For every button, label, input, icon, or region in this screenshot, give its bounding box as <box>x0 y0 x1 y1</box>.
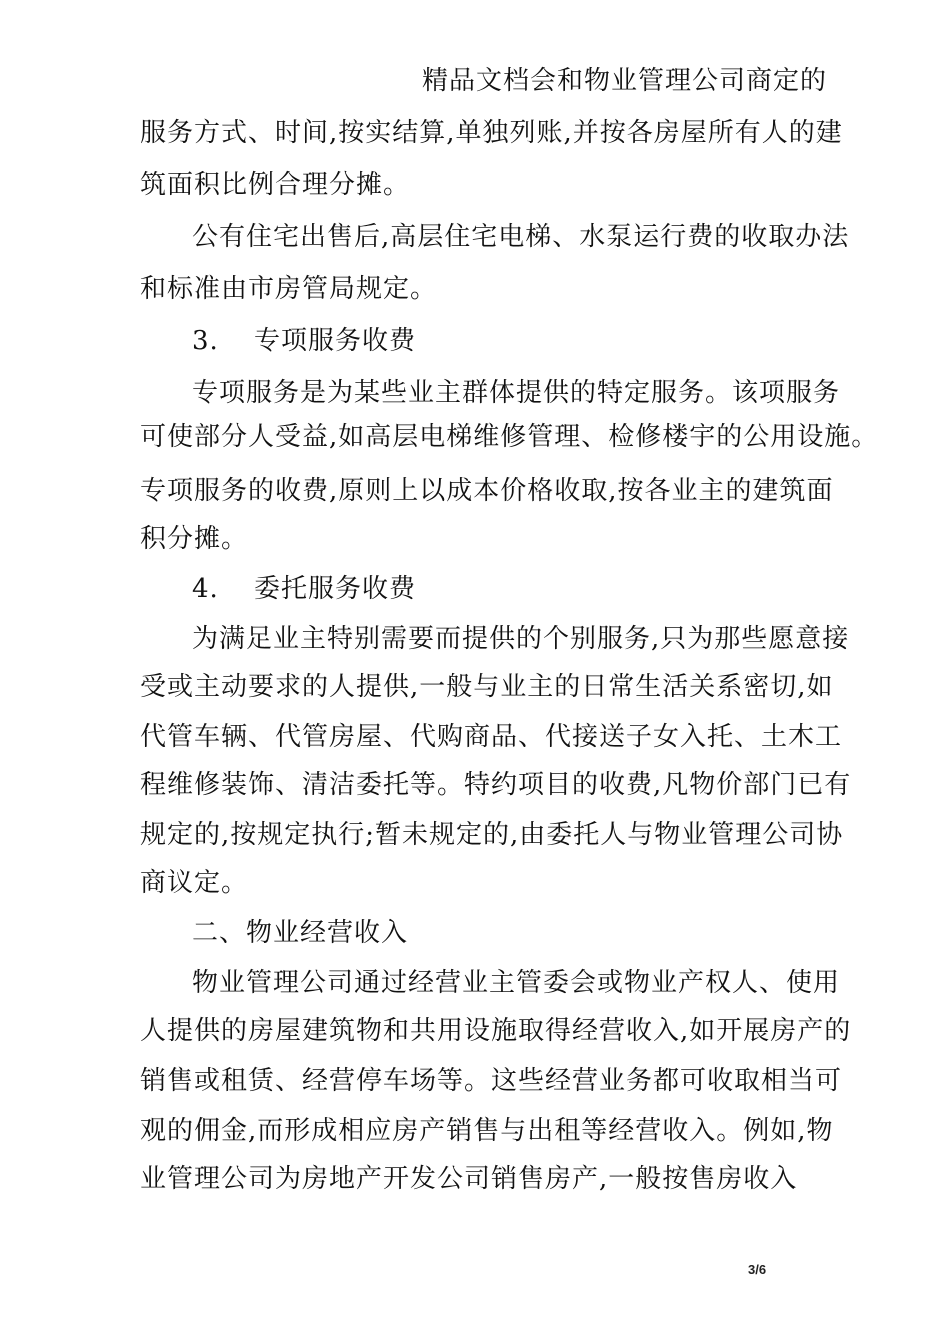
text-line: 人提供的房屋建筑物和共用设施取得经营收入,如开展房产的 <box>140 1016 852 1046</box>
text-line: 筑面积比例合理分摊。 <box>140 170 411 200</box>
text-line: 程维修装饰、清洁委托等。特约项目的收费,凡物价部门已有 <box>140 770 852 800</box>
section-heading-4 <box>192 572 416 606</box>
text-line: 专项服务是为某些业主群体提供的特定服务。该项服务 <box>192 378 841 408</box>
section-heading-3 <box>192 324 416 358</box>
section-title: 委托服务收费 <box>254 574 417 604</box>
section-number: 3. <box>192 326 219 356</box>
section-heading-2: 二、物业经营收入 <box>192 918 409 948</box>
text-line: 公有住宅出售后,高层住宅电梯、水泵运行费的收取办法 <box>192 222 850 252</box>
text-line: 专项服务的收费,原则上以成本价格收取,按各业主的建筑面 <box>140 476 834 506</box>
text-line: 观的佣金,而形成相应房产销售与出租等经营收入。例如,物 <box>140 1116 834 1146</box>
text-line: 物业管理公司通过经营业主管委会或物业产权人、使用 <box>192 968 841 998</box>
text-line: 规定的,按规定执行;暂未规定的,由委托人与物业管理公司协 <box>140 820 844 850</box>
text-line: 代管车辆、代管房屋、代购商品、代接送子女入托、土木工 <box>140 722 843 752</box>
text-line: 积分摊。 <box>140 524 249 554</box>
section-number: 4. <box>192 574 219 604</box>
text-line: 和标准由市房管局规定。 <box>140 274 438 304</box>
page-indicator: 3/6 <box>748 1262 767 1277</box>
text-line: 销售或租赁、经营停车场等。这些经营业务都可收取相当可 <box>140 1066 843 1096</box>
text-line: 可使部分人受益,如高层电梯维修管理、检修楼宇的公用设施。 <box>140 422 879 452</box>
text-line: 受或主动要求的人提供,一般与业主的日常生活关系密切,如 <box>140 672 834 702</box>
header-line: 精品文档会和物业管理公司商定的 <box>422 66 828 96</box>
text-line: 服务方式、时间,按实结算,单独列账,并按各房屋所有人的建 <box>140 118 843 148</box>
text-line: 商议定。 <box>140 868 249 898</box>
section-title: 专项服务收费 <box>254 326 417 356</box>
text-line: 为满足业主特别需要而提供的个别服务,只为那些愿意接 <box>192 624 850 654</box>
text-line: 业管理公司为房地产开发公司销售房产,一般按售房收入 <box>140 1164 798 1194</box>
